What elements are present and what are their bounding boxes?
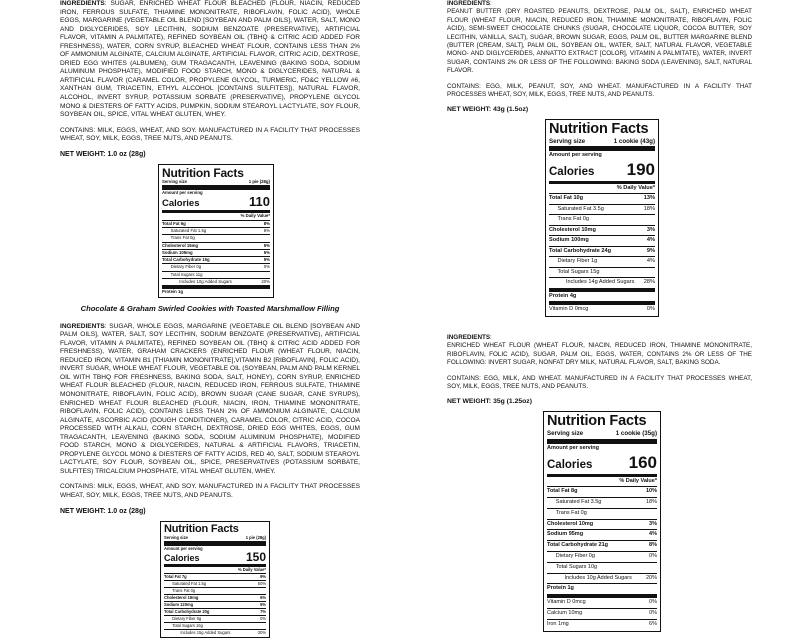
daily-value-label: % Daily Value* [619,477,657,484]
nutrient-daily-value: 9% [646,247,655,254]
nutrient-row [164,629,266,636]
nutrient-row [547,486,657,497]
nutrient-row [162,263,270,270]
ingredients-heading: INGREDIENTS [60,322,105,330]
nutrient-daily-value: 4% [646,237,655,244]
nutrient-label: Sodium 105mg [162,249,193,255]
product-title: Chocolate & Graham Swirled Cookies with Toasted Marshmallow Filling [80,303,340,313]
nutrient-row [162,234,270,241]
nutrient-label: Total Fat 6g [162,220,186,226]
ingredients-text: : SUGAR, ENRICHED WHEAT FLOUR BLEACHED (FLOUR, NIACIN, REDUCED IRON, FERROUS SULFATE, THIAMINE MONONITRATE, RIBOFLAVIN, FOLIC ACID), WHOLE EGGS, MARGARINE (VEGETABLE OIL BLEND [SOYBEAN AND PALM OILS], WATER, SALT, MONO AND DIGLYCERIDES, SOY LECITHIN, SODIUM BENZOATE (PRESERVATIVE), ARTIFICIAL FLAVOR, VITAMIN A PALMITATE), REFINED SOYBEAN OIL (TBHQ & CITRIC ACID ADDED FOR FRESHNESS), WATER, CORN SYRUP, BLEACHED WHEAT FLOUR, CONTAINS LESS THAN 2% OF AMMONIUM ALGINATE, CALCIUM ALGINATE, ARTIFICIAL FLAVOR, CITRIC ACID, DEXTROSE, DRIED EGG WHITES (ALBUMEN), GUM TRAGACANTH, LEAVENING (BAKING SODA, SODIUM ALUMINUM PHOSPHATE), MODIFIED FOOD STARCH, MONO & DIGLYCERIDES, NATURAL & ARTIFICIAL FLAVOR (CARAMEL COLOR, PROPYLENE GLYCOL, TURMERIC, FD&C YELLOW #6, XANTHAN GUM, TRIACETIN, ETHYL ALCOHOL [CONTAINS SULFITES]), NATURAL FLAVOR, ALCOHOL, INVERT SYRUP, POTASSIUM SORBATE (PRESERVATIVE), PROPYLENE GLYCOL MONO & DIESTERS OF FATTY ACIDS, PUMPKIN, SODIUM STEAROYL LACTYLATE, SOY FLOUR, SOYBEAN OIL, SPICE, VITAL WHEAT GLUTEN, WHEY. [60,0,360,119]
nutrient-label: Total Sugars 15g [557,268,600,275]
amount-per-serving-label: Amount per serving [162,190,203,196]
nutrition-title: Nutrition Facts [164,522,239,535]
calories-row [549,161,655,184]
calories-row [164,549,266,567]
nutrient-daily-value: 28% [643,279,655,286]
calories-label: Calories [547,458,593,471]
nutrient-label: Total Carbohydrate 20g [164,608,210,614]
nutrient-row [549,267,655,278]
nutrient-row [162,285,270,295]
nutrient-row [549,214,655,225]
nutrient-label: Trans Fat 0g [170,235,195,241]
nutrient-label: Trans Fat 0g [555,509,587,516]
serving-size-label: Serving size [164,534,188,540]
calories-value: 110 [249,194,270,210]
nutrient-row [547,540,657,551]
nutrient-daily-value: 5% [260,601,266,607]
ingredients-paragraph [60,0,360,120]
nutrient-label: Sodium 100mg [549,237,589,244]
nutrient-label: Protein 1g [547,585,574,592]
daily-value-header [549,184,655,194]
section-gap [447,317,752,334]
nutrition-title: Nutrition Facts [162,165,244,180]
calories-value: 150 [245,549,266,564]
left-column [60,0,360,635]
serving-size-row [549,137,655,152]
nutrient-label: Protein 4g [549,292,577,299]
nutrient-daily-value: 4% [646,258,655,265]
daily-value-header [547,477,657,487]
nutrient-row [162,278,270,285]
serving-size-label: Serving size [549,137,586,145]
nutrient-row [164,622,266,629]
ingredients-paragraph [60,323,360,477]
serving-size-value: 1 pie (28g) [248,178,270,184]
nutrient-row [547,594,657,608]
nutrition-title: Nutrition Facts [547,413,647,430]
nutrient-label: Total Carbohydrate 15g [162,257,210,263]
ingredients-paragraph [447,0,752,76]
nutrient-label: Total Carbohydrate 21g [547,542,609,549]
nutrient-label: Total Fat 7g [164,573,187,579]
nutrient-row [164,608,266,615]
nutrition-facts-panel [543,411,661,631]
nutrient-label: Saturated Fat 1.5g [172,580,207,586]
nutrient-row [547,573,657,584]
nutrient-label: Cholesterol 10mg [547,520,594,527]
nutrient-row [549,288,655,302]
nutrient-label: Cholesterol 10mg [549,226,596,233]
serving-size-value: 1 pie (28g) [245,534,266,540]
nutrient-row [162,256,270,263]
nutrient-label: Saturated Fat 3.5g [555,499,602,506]
nutrient-daily-value: 8% [263,227,270,233]
nutrient-label: Includes 10g Added Sugars [179,279,232,285]
nutrient-daily-value: 50% [257,580,266,586]
nutrient-row [164,587,266,594]
right-column [447,0,752,627]
daily-value-label: % Daily Value* [238,566,266,572]
ingredients-paragraph [447,334,752,368]
nutrition-facts-panel [545,119,659,317]
calories-label: Calories [549,165,595,178]
net-weight: NET WEIGHT: 1.0 oz (28g) [60,150,146,158]
calories-label: Calories [162,198,200,210]
nutrient-daily-value: 3% [646,226,655,233]
serving-size-label: Serving size [547,429,584,437]
nutrient-daily-value: 6% [260,594,266,600]
nutrient-row [162,242,270,249]
nutrient-row [547,608,657,619]
calories-label: Calories [164,552,200,563]
nutrient-daily-value: 0% [260,615,266,621]
serving-size-row [164,535,266,546]
nutrient-row [162,220,270,227]
allergen-statement: CONTAINS: EGG, MILK, AND WHEAT. MANUFACTURED IN A FACILITY THAT PROCESSES WHEAT, SOY, MILK, EGGS, TREE NUTS, AND PEANUTS. [447,374,752,390]
nutrient-label: Dietary Fiber 0g [555,553,595,560]
nutrient-daily-value: 5% [263,242,270,248]
serving-size-row [547,429,657,444]
nutrient-row [549,301,655,315]
nutrient-label: Total Sugars 10g [555,563,598,570]
nutrient-label: Total Carbohydrate 24g [549,247,612,254]
nutrient-row [162,271,270,278]
nutrient-daily-value: 5% [263,257,270,263]
nutrient-label: Sodium 120mg [164,601,194,607]
nutrient-row [549,246,655,257]
nutrient-row [547,619,657,630]
nutrient-daily-value: 5% [263,249,270,255]
daily-value-label: % Daily Value* [240,213,270,219]
nutrient-label: Includes 10g Added Sugars [564,574,632,581]
ingredients-text: : SUGAR, WHOLE EGGS, MARGARINE (VEGETABLE OIL BLEND [SOYBEAN AND PALM OILS], WATER, SALT, SOY LECITHIN, SODIUM BENZOATE (PRESERVATIVE), ARTIFICIAL FLAVOR, VITAMIN A PALMITATE), REFINED SOYBEAN OIL (TBHQ & CITRIC ACID ADDED FOR FRESHNESS), WATER, GRAHAM CRACKERS (ENRICHED FLOUR (WHEAT FLOUR, NIACIN, REDUCED IRON, VITAMIN B1 [THIAMIN MONONITRATE],VITAMIN B2 [RIBOFLAVIN], FOLIC ACID), INVERT SUGAR, WHOLE WHEAT FLOUR, VEGETABLE OIL (SOYBEAN, PALM AND PALM KERNEL OIL WITH TBHQ FOR FRESHNESS, BAKING SODA, SALT, HONEY), CORN SYRUP, ENRICHED WHEAT FLOUR BLEACHED (FLOUR, NIACIN, REDUCED IRON, FERROUS SULFATE, THIAMINE MONONITRATE, RIBOFLAVIN, FOLIC ACID), BROWN SUGAR (CANE SUGAR, CANE SYRUPS), ENRICHED WHEAT FLOUR BLEACHED (FLOUR, NIACIN, IRON, THIAMINE MONONITRATE, RIBOFLAVIN, FOLIC ACID), CONTAINS LESS THAN 2% OF AMMONIUM ALGINATE, CALCIUM ALGINATE, ASCORBIC ACID (DOUGH CONDITIONER), CARAMEL COLOR, CITRIC ACID, COCOA PROCESSED WITH ALKALI, CORN STARCH, DEXTROSE, DRIED EGG WHITES, EGGS, GUM TRAGACANTH, LEAVENING (BAKING SODA, SODIUM ALUMINUM PHOSPHATE), MODIFIED FOOD STARCH, MONO & DIGLYCERIDES, NATURAL & ARTIFICIAL FLAVORS, TRIACETIN, PROPYLENE GLYCOL MONO & DIESTERS OF FATTY ACIDS, RED 40, SALT, SODIUM STEAROYL LACTYLATE, SOY FLOUR, SOYBEAN OIL, SPICE, PRESERVATIVES (POTASSIUM SORBATE, SULFITES) TRICALCIUM PHOSPHATE, VITAL WHEAT GLUTEN, WHEY. [60,322,360,475]
nutrient-daily-value: 6% [649,620,657,627]
nutrient-row [547,497,657,508]
nutrient-daily-value: 0% [649,599,657,606]
nutrient-row [549,235,655,246]
nutrient-daily-value: 4% [649,531,657,538]
nutrient-label: Sodium 95mg [547,531,584,538]
nutrient-label: Vitamin D 0mcg [547,599,586,606]
serving-size-value: 1 cookie (35g) [615,429,657,437]
calories-value: 160 [628,452,657,472]
nutrient-label: Total Sugars 11g [170,271,203,277]
nutrient-daily-value: 0% [649,610,657,617]
net-weight: NET WEIGHT: 35g (1.25oz) [447,398,532,406]
nutrient-label: Includes 15g Added Sugars [180,629,231,635]
nutrient-row [547,529,657,540]
serving-size-label: Serving size [162,178,188,184]
nutrient-row [164,580,266,587]
nutrient-daily-value: 8% [263,220,270,226]
calories-value: 190 [626,159,655,179]
nutrient-label: Dietary Fiber 0g [170,264,202,270]
daily-value-label: % Daily Value* [616,184,655,191]
nutrient-daily-value: 30% [257,629,266,635]
nutrient-row [549,204,655,215]
nutrient-label: Trans Fat 0g [557,216,589,223]
nutrient-daily-value: 7% [260,608,266,614]
nutrient-row [547,583,657,594]
nutrient-row [547,551,657,562]
nutrient-label: Protein 1g [162,289,184,295]
nutrient-daily-value: 20% [645,574,657,581]
nutrient-daily-value: 13% [643,195,655,202]
nutrient-row [164,573,266,580]
nutrient-label: Total Sugars 16g [172,622,203,628]
nutrient-label: Total Fat 10g [549,195,584,202]
calories-row [162,196,270,213]
ingredients-heading: INGREDIENTS [447,333,491,341]
allergen-statement: CONTAINS: MILK, EGGS, WHEAT, AND SOY. MANUFACTURED IN A FACILITY THAT PROCESSES WHEAT, SOY, MILK, EGGS, TREE NUTS, AND PEANUTS. [60,126,360,143]
nutrient-label: Saturated Fat 3.5g [557,205,604,212]
nutrient-row [162,227,270,234]
nutrient-row [164,615,266,622]
calories-row [547,454,657,477]
ingredients-heading: INGREDIENTS [447,0,491,7]
nutrient-label: Iron 1mg [547,620,569,627]
ingredients-heading: INGREDIENTS [60,0,105,7]
allergen-statement: CONTAINS: MILK, EGGS, WHEAT, AND SOY. MANUFACTURED IN A FACILITY THAT PROCESSES WHEAT, SOY, MILK, EGGS, TREE NUTS, AND PEANUTS. [60,483,360,499]
nutrient-row [547,508,657,519]
nutrient-label: Dietary Fiber 0g [172,615,202,621]
nutrient-row [549,193,655,204]
nutrient-daily-value: 20% [261,279,270,285]
nutrient-row [549,225,655,236]
nutrient-daily-value: 3% [649,520,657,527]
nutrient-row [162,249,270,256]
nutrient-daily-value: 0% [646,306,655,313]
nutrition-title: Nutrition Facts [549,121,649,138]
nutrient-daily-value: 9% [260,573,266,579]
amount-per-serving-label: Amount per serving [547,444,599,451]
nutrient-row [547,562,657,573]
ingredients-text: : PEANUT BUTTER (DRY ROASTED PEANUTS, DEXTROSE, PALM OIL, SALT), ENRICHED WHEAT FLOUR (WHEAT FLOUR, NIACIN, REDUCED IRON, THIAMINE MONONITRATE, RIBOFLAVIN, FOLIC ACID), SEMI-SWEET CHOCOLATE CHUNKS (SUGAR, CHOCOLATE LIQUOR, COCOA BUTTER, SOY LECITHIN, VANILLA, SALT), SUGAR, BROWN SUGAR, EGGS, PALM OIL, BUTTER MARGARINE BLEND (BUTTER [CREAM, SALT], PALM OIL, SOYBEAN OIL, WATER, SALT, NATURAL FLAVOR, VEGETABLE MONO- AND DIGLYCERIDES, ANNATTO EXTRACT [COLOR], VITAMIN A PALMITATE), WATER, INVERT SUGAR, CONTAINS 2% OR LESS OF THE FOLLOWING: BAKING SODA (LEAVENING), SALT, NATURAL FLAVOR. [447,0,752,75]
serving-size-row [162,179,270,190]
amount-per-serving-label: Amount per serving [164,545,203,551]
nutrient-label: Trans Fat 0g [172,587,196,593]
nutrient-daily-value: 18% [645,499,657,506]
nutrient-label: Saturated Fat 1.5g [170,227,207,233]
nutrient-label: Dietary Fiber 1g [557,258,598,265]
amount-per-serving-label: Amount per serving [549,152,602,159]
net-weight: NET WEIGHT: 43g (1.5oz) [447,106,529,114]
nutrient-label: Cholesterol 15mg [162,242,199,248]
nutrient-row [549,256,655,267]
nutrition-facts-panel [160,521,270,638]
nutrient-row [164,594,266,601]
nutrition-facts-panel [158,164,274,298]
nutrient-label: Calcium 10mg [547,610,583,617]
nutrient-label: Vitamin D 0mcg [549,306,589,313]
nutrient-label: Cholesterol 15mg [164,594,199,600]
nutrient-daily-value: 10% [645,488,657,495]
nutrient-label: Includes 14g Added Sugars [565,279,635,286]
nutrient-row [549,277,655,288]
net-weight: NET WEIGHT: 1.0 oz (28g) [60,507,146,515]
nutrient-daily-value: 8% [649,542,657,549]
nutrient-daily-value: 0% [649,553,657,560]
nutrient-label: Total Fat 8g [547,488,578,495]
nutrient-daily-value: 18% [643,205,655,212]
allergen-statement: CONTAINS: EGG, MILK, PEANUT, SOY, AND WHEAT. MANUFACTURED IN A FACILITY THAT PROCESSES WHEAT, SOY, MILK, EGGS, TREE NUTS, AND PEANUTS. [447,82,752,99]
ingredients-text: : ENRICHED WHEAT FLOUR (WHEAT FLOUR, NIACIN, REDUCED IRON, THIAMINE MONONITRATE, RIBOFLAVIN, FOLIC ACID), SUGAR, PALM OIL, EGGS, WATER, CONTAINS 2% OR LESS OF THE FOLLOWING: INVERT SUGAR, NONFAT DRY MILK, NATURAL FLAVOR, SALT, BAKING SODA. [447,333,752,367]
nutrient-row [547,519,657,530]
serving-size-value: 1 cookie (43g) [613,137,655,145]
nutrient-daily-value: 0% [263,264,270,270]
nutrient-row [164,601,266,608]
